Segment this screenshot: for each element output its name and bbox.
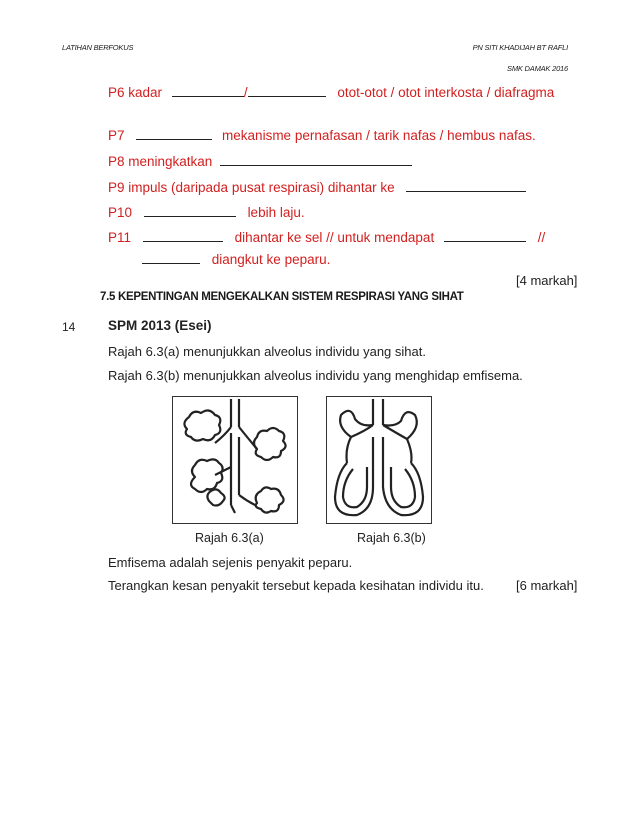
p7-blank [136, 127, 212, 140]
p6-blank-1 [172, 84, 244, 97]
marks-4: [4 markah] [516, 273, 578, 288]
p11-end: // [537, 230, 546, 245]
p11-blank-1 [143, 229, 223, 242]
healthy-alveolus-drawing [173, 397, 297, 523]
p11-line2-text: diangkut ke peparu. [211, 252, 331, 267]
p7-tail: mekanisme pernafasan / tarik nafas / hembus nafas. [222, 128, 536, 143]
header-school: SMK DAMAK 2016 [507, 64, 568, 73]
p6-label: P6 kadar [108, 85, 163, 100]
section-heading: 7.5 KEPENTINGAN MENGEKALKAN SISTEM RESPIRASI YANG SIHAT [100, 291, 464, 303]
p6-line [108, 84, 554, 100]
p6-blank-2 [248, 84, 326, 97]
figure-emphysema-alveolus [326, 396, 432, 524]
p7-line [108, 127, 536, 143]
p11-mid: dihantar ke sel // untuk mendapat [234, 230, 435, 245]
question-line3: Emfisema adalah sejenis penyakit peparu. [108, 555, 353, 570]
emphysema-alveolus-drawing [327, 397, 431, 523]
p8-line [108, 153, 412, 169]
caption-a: Rajah 6.3(a) [195, 531, 264, 545]
header-author: PN SITI KHADIJAH BT RAFLI [472, 43, 568, 52]
p8-blank [220, 153, 412, 166]
p9-blank [406, 179, 526, 192]
p11-blank-3 [142, 251, 200, 264]
p6-tail: otot-otot / otot interkosta / diafragma [337, 85, 555, 100]
caption-b: Rajah 6.3(b) [357, 531, 426, 545]
marks-6: [6 markah] [516, 578, 578, 593]
question-line2: Rajah 6.3(b) menunjukkan alveolus individu yang menghidap emfisema. [108, 368, 523, 383]
question-line1: Rajah 6.3(a) menunjukkan alveolus individu yang sihat. [108, 344, 426, 359]
p8-label: P8 meningkatkan [108, 154, 213, 169]
p9-line [108, 179, 526, 195]
question-number: 14 [62, 320, 76, 334]
p6-slash: / [243, 85, 248, 100]
p9-label: P9 impuls (daripada pusat respirasi) dihantar ke [108, 180, 395, 195]
p10-label: P10 [108, 205, 133, 220]
question-line4: Terangkan kesan penyakit tersebut kepada kesihatan individu itu. [108, 578, 484, 593]
p11-label: P11 [108, 230, 132, 245]
question-title: SPM 2013 (Esei) [108, 318, 212, 333]
p10-tail: lebih laju. [247, 205, 305, 220]
p11-line [108, 229, 545, 245]
p11-line2 [142, 251, 330, 267]
p10-line [108, 204, 305, 220]
p10-blank [144, 204, 236, 217]
figure-healthy-alveolus [172, 396, 298, 524]
p11-blank-2 [444, 229, 526, 242]
header-left: LATIHAN BERFOKUS [62, 43, 134, 52]
p7-label: P7 [108, 128, 125, 143]
